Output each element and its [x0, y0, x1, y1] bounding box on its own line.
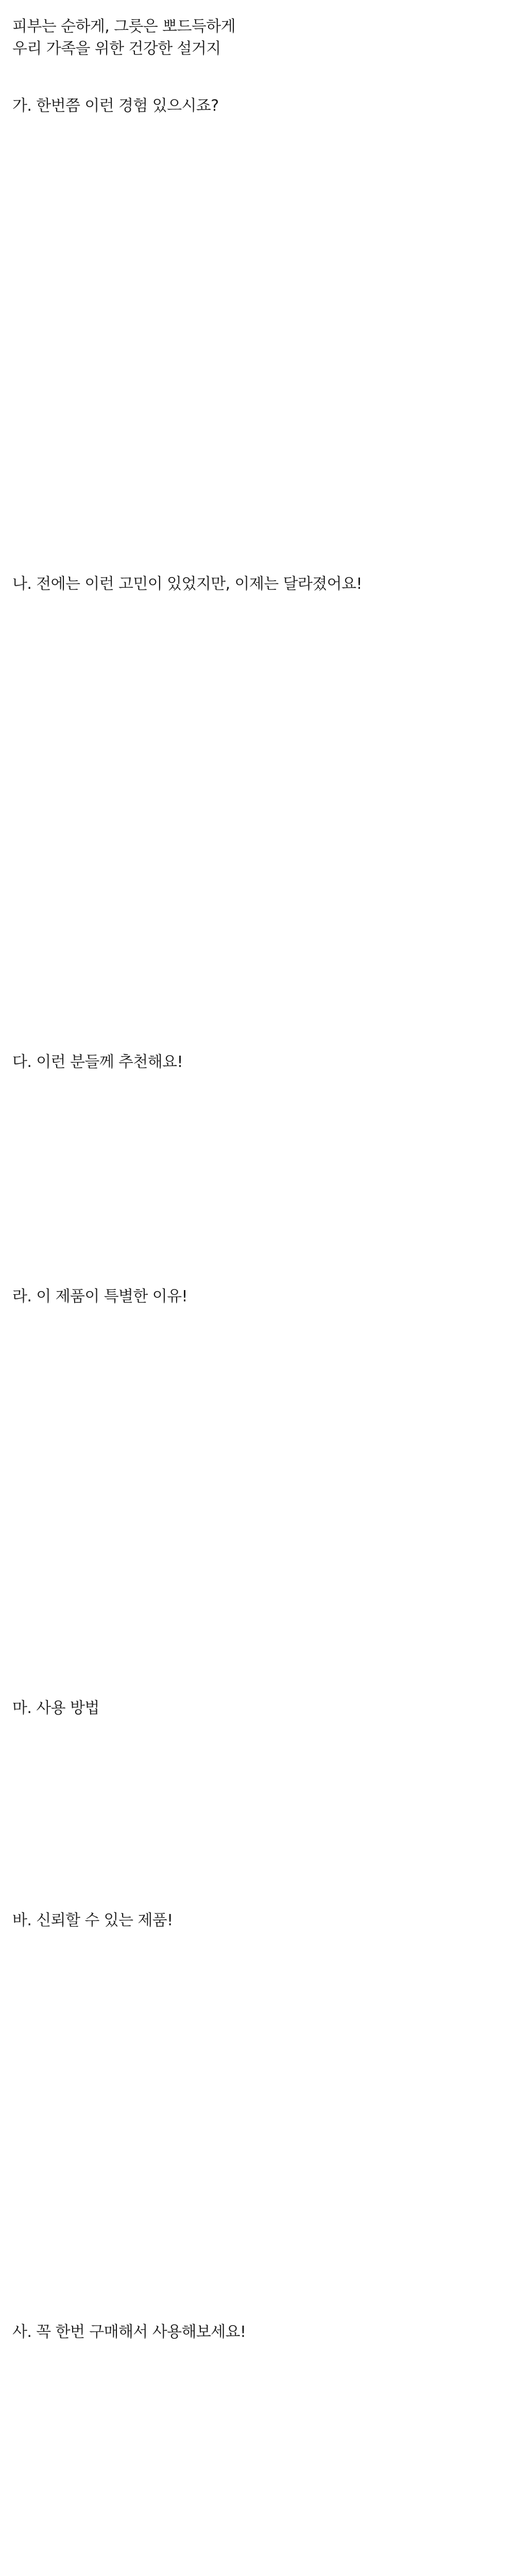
text-line	[12, 2264, 484, 2286]
text-line	[12, 2020, 484, 2042]
text-line	[12, 494, 484, 516]
text-line	[12, 1228, 484, 1250]
section-heading: 라. 이 제품이 특별한 이유!	[12, 1287, 187, 1306]
text-line	[12, 383, 484, 405]
text-line	[12, 2242, 484, 2264]
document-body	[12, 15, 484, 2576]
text-line	[12, 728, 484, 750]
text-line	[12, 161, 484, 183]
text-line	[12, 927, 484, 950]
text-line	[12, 617, 484, 639]
text-line	[12, 427, 484, 449]
text-line	[12, 750, 484, 772]
text-line	[12, 1140, 484, 1162]
text-line	[12, 405, 484, 427]
text-line	[12, 2410, 484, 2432]
text-line	[12, 2365, 484, 2387]
text-line	[12, 2131, 484, 2153]
text-line	[12, 1719, 484, 1741]
section-heading: 가. 한번쯤 이런 경험 있으시죠?	[12, 97, 219, 115]
text-line	[12, 1808, 484, 1830]
text-line	[12, 1162, 484, 1184]
text-line	[12, 1618, 484, 1640]
text-line	[12, 794, 484, 817]
text-line: 우리 가족을 위한 건강한 설거지	[12, 40, 221, 58]
text-line	[12, 2219, 484, 2242]
text-line	[12, 994, 484, 1016]
text-line	[12, 1308, 484, 1330]
text-line	[12, 1741, 484, 1764]
section-heading: 나. 전에는 이런 고민이 있었지만, 이제는 달라졌어요!	[12, 575, 362, 593]
text-line	[12, 1931, 484, 1954]
text-line	[12, 1463, 484, 1485]
text-line	[12, 206, 484, 228]
text-line	[12, 2432, 484, 2454]
text-line	[12, 883, 484, 905]
text-line	[12, 1095, 484, 1117]
section-heading: 다. 이런 분들께 추천해요!	[12, 1053, 183, 1071]
text-line	[12, 2387, 484, 2410]
content-section	[12, 2321, 484, 2576]
text-line	[12, 1418, 484, 1440]
text-line	[12, 1529, 484, 1551]
text-line	[12, 1440, 484, 1463]
content-section	[12, 1909, 484, 2286]
text-line	[12, 662, 484, 684]
text-line	[12, 839, 484, 861]
text-line	[12, 338, 484, 361]
text-line: 피부는 순하게, 그릇은 뽀드득하게	[12, 18, 236, 36]
text-line	[12, 294, 484, 316]
text-line	[12, 1954, 484, 1976]
text-line	[12, 2454, 484, 2476]
text-line	[12, 684, 484, 706]
content-section	[12, 95, 484, 538]
text-line	[12, 1786, 484, 1808]
text-line	[12, 2109, 484, 2131]
text-line	[12, 1998, 484, 2020]
text-line	[12, 117, 484, 139]
text-line	[12, 1830, 484, 1852]
text-line	[12, 1640, 484, 1662]
text-line	[12, 2476, 484, 2498]
text-line	[12, 516, 484, 538]
content-section	[12, 1285, 484, 1662]
text-line	[12, 2153, 484, 2175]
content-section	[12, 1697, 484, 1874]
text-line	[12, 2064, 484, 2087]
text-line	[12, 2042, 484, 2064]
section-heading: 마. 사용 방법	[12, 1699, 99, 1717]
text-line	[12, 1396, 484, 1418]
text-line	[12, 228, 484, 250]
content-section	[12, 573, 484, 1016]
text-line	[12, 2565, 484, 2576]
text-line	[12, 139, 484, 161]
text-line	[12, 817, 484, 839]
text-line	[12, 2197, 484, 2219]
text-line	[12, 1352, 484, 1374]
text-line	[12, 1073, 484, 1095]
text-line	[12, 950, 484, 972]
text-line	[12, 639, 484, 662]
text-line	[12, 449, 484, 471]
page-headline	[12, 15, 484, 60]
section-heading: 바. 신뢰할 수 있는 제품!	[12, 1911, 173, 1929]
text-line	[12, 2343, 484, 2365]
text-line	[12, 1117, 484, 1140]
text-line	[12, 1374, 484, 1396]
text-line	[12, 1976, 484, 1998]
text-line	[12, 1852, 484, 1874]
text-line	[12, 2520, 484, 2543]
text-line	[12, 2175, 484, 2197]
text-line	[12, 706, 484, 728]
text-line	[12, 2543, 484, 2565]
text-line	[12, 2498, 484, 2520]
content-section	[12, 1051, 484, 1250]
text-line	[12, 1184, 484, 1206]
text-line	[12, 1330, 484, 1352]
text-line	[12, 316, 484, 338]
text-line	[12, 471, 484, 494]
text-line	[12, 2087, 484, 2109]
text-line	[12, 972, 484, 994]
text-line	[12, 250, 484, 272]
text-line	[12, 772, 484, 794]
text-line	[12, 905, 484, 927]
text-line	[12, 183, 484, 206]
text-line	[12, 1551, 484, 1573]
text-line	[12, 1573, 484, 1596]
text-line	[12, 361, 484, 383]
text-line	[12, 272, 484, 294]
text-line	[12, 1206, 484, 1228]
text-line	[12, 1507, 484, 1529]
section-heading: 사. 꼭 한번 구매해서 사용해보세요!	[12, 2323, 246, 2341]
text-line	[12, 861, 484, 883]
text-line	[12, 1764, 484, 1786]
text-line	[12, 1596, 484, 1618]
text-line	[12, 595, 484, 617]
text-line	[12, 1485, 484, 1507]
